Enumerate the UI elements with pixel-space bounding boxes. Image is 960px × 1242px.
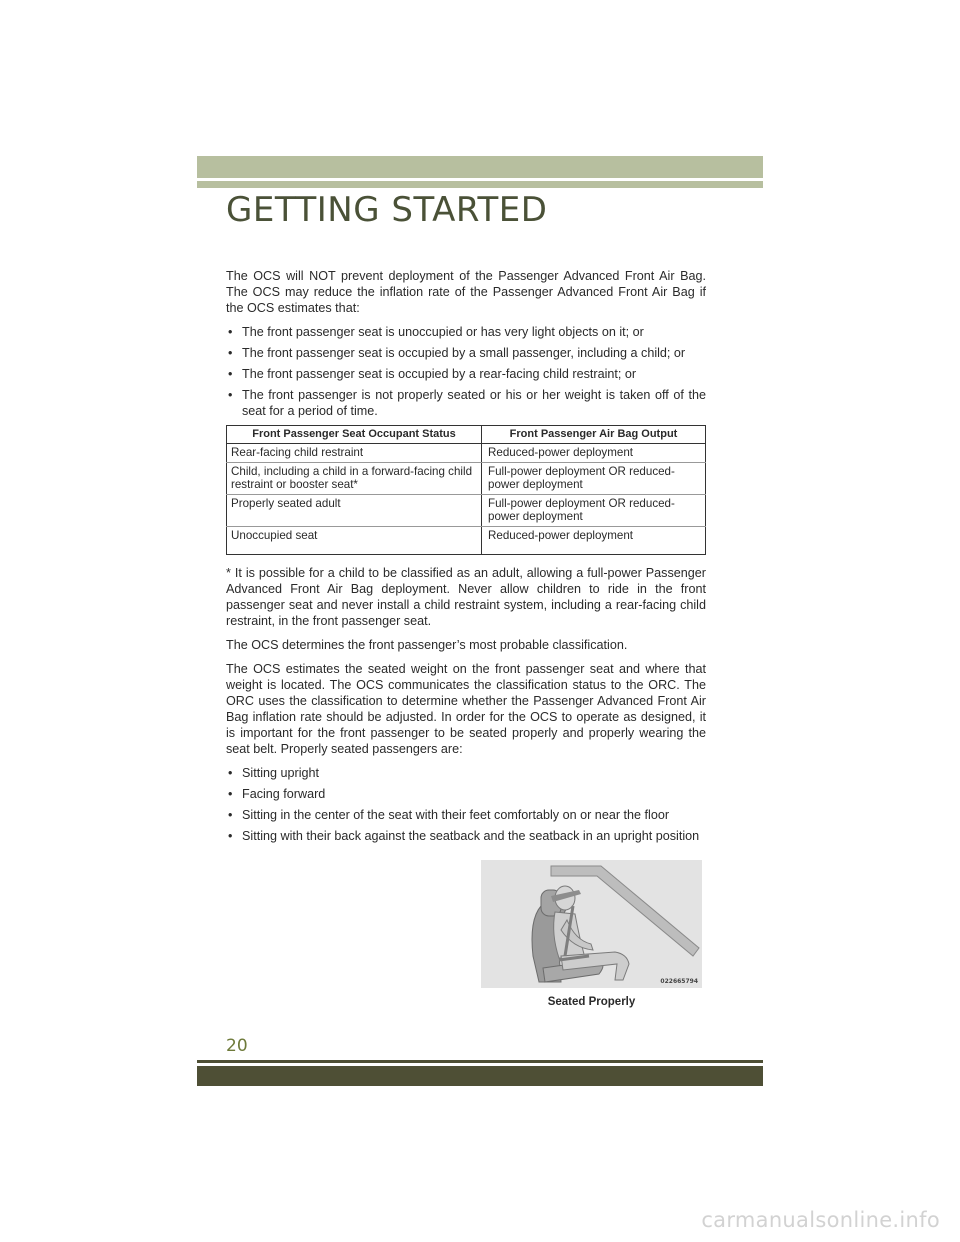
table-cell: Child, including a child in a forward-facing child restraint or booster seat* xyxy=(227,463,482,495)
header-rule xyxy=(197,181,763,188)
estimate-bullet-list xyxy=(226,324,706,419)
table-header-cell: Front Passenger Air Bag Output xyxy=(482,426,706,444)
footer-rule xyxy=(197,1060,763,1063)
table-cell: Rear-facing child restraint xyxy=(227,444,482,463)
list-item: • The front passenger is not properly seated or his or her weight is taken off of the seat for a period of time. xyxy=(226,387,706,419)
footnote-paragraph: * It is possible for a child to be classified as an adult, allowing a full-power Passenger Advanced Front Air Bag deployment. Never allow children to ride in the front passenger seat and never install a child restraint system, including a rear-facing child restraint, in the front passenger seat. xyxy=(226,566,706,628)
table-header-cell: Front Passenger Seat Occupant Status xyxy=(227,426,482,444)
seated-passenger-image xyxy=(481,860,702,988)
header-band xyxy=(197,156,763,178)
classification-paragraph: The OCS determines the front passenger’s most probable classification. xyxy=(226,638,628,652)
list-item: • The front passenger seat is occupied by a small passenger, including a child; or xyxy=(226,345,706,361)
table-cell: Full-power deployment OR reduced-power deployment xyxy=(482,463,706,495)
table-cell: Reduced-power deployment xyxy=(482,444,706,463)
section-title: GETTING STARTED xyxy=(226,190,548,230)
table-row xyxy=(227,495,706,527)
figure-id: 022665794 xyxy=(660,978,698,985)
list-item: • Sitting with their back against the seatback and the seatback in an upright position xyxy=(226,828,706,844)
footer-band xyxy=(197,1066,763,1086)
list-item: • Sitting in the center of the seat with their feet comfortably on or near the floor xyxy=(226,807,706,823)
table-cell: Reduced-power deployment xyxy=(482,527,706,555)
intro-paragraph: The OCS will NOT prevent deployment of the Passenger Advanced Front Air Bag. The OCS may reduce the inflation rate of the Passenger Advanced Front Air Bag if the OCS estimates that: xyxy=(226,269,706,315)
list-item: • Facing forward xyxy=(226,786,706,802)
list-item: • The front passenger seat is occupied by a rear-facing child restraint; or xyxy=(226,366,706,382)
occupant-status-table xyxy=(226,425,706,555)
figure-caption: Seated Properly xyxy=(547,996,636,1008)
table-cell: Properly seated adult xyxy=(227,495,482,527)
weight-paragraph: The OCS estimates the seated weight on the front passenger seat and where that weight is located. The OCS communicates the classification status to the ORC. The ORC uses the classification to determine whether the Passenger Advanced Front Air Bag inflation rate should be adjusted. In order for the OCS to operate as designed, it is important for the front passenger to be seated properly and properly wearing the seat belt. Properly seated passengers are: xyxy=(226,662,706,756)
list-item: • The front passenger seat is unoccupied or has very light objects on it; or xyxy=(226,324,706,340)
seated-bullet-list xyxy=(226,765,706,844)
list-item: • Sitting upright xyxy=(226,765,706,781)
table-header-row xyxy=(227,426,706,444)
table-row xyxy=(227,444,706,463)
table-cell: Unoccupied seat xyxy=(227,527,482,555)
page-content xyxy=(226,268,706,850)
page-number: 20 xyxy=(226,1036,248,1056)
table-row xyxy=(227,463,706,495)
table-row xyxy=(227,527,706,555)
table-cell: Full-power deployment OR reduced-power deployment xyxy=(482,495,706,527)
seated-properly-illustration xyxy=(481,860,702,988)
watermark: carmanualsonline.info xyxy=(701,1208,940,1232)
